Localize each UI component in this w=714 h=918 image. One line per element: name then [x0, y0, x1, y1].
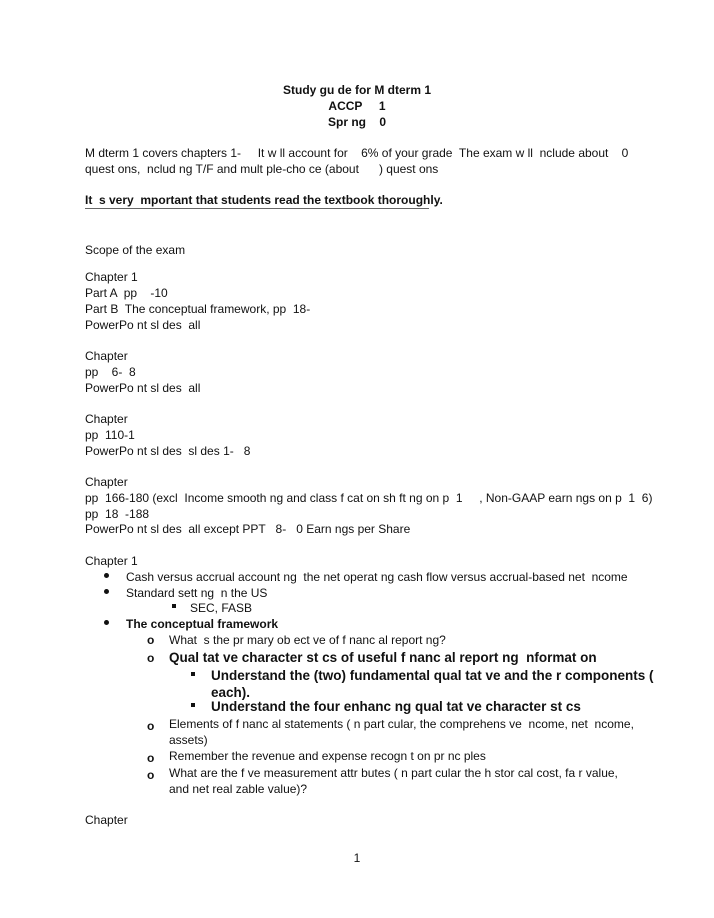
list-item: Understand the four enhanc ng qual tat ve character st cs	[211, 699, 581, 714]
scope-line: Chapter	[85, 475, 128, 489]
list-item: Understand the (two) fundamental qual tat ve and the r components (	[211, 668, 654, 683]
scope-line: Part A pp -10	[85, 286, 168, 300]
scope-line: pp 110-1	[85, 428, 135, 442]
page-number: 1	[353, 851, 361, 865]
intro-line-2: quest ons, nclud ng T/F and mult ple-cho ce (about ) quest ons	[85, 162, 439, 176]
emphasis-rule	[85, 208, 429, 209]
list-item: The conceptual framework	[126, 617, 279, 631]
scope-line: pp 6- 8	[85, 365, 136, 379]
circle-bullet-icon: o	[147, 719, 155, 733]
term: Spr ng 0	[327, 115, 386, 129]
bullet-dot-icon	[104, 589, 109, 594]
scope-line: Chapter	[85, 349, 128, 363]
circle-bullet-icon: o	[147, 768, 155, 782]
scope-line: Part B The conceptual framework, pp 18-	[85, 302, 311, 316]
bullet-dot-icon	[104, 620, 109, 625]
scope-line: PowerPo nt sl des sl des 1- 8	[85, 444, 251, 458]
document-title: Study gu de for M dterm 1	[282, 83, 431, 97]
scope-line: PowerPo nt sl des all except PPT 8- 0 Earn ngs per Share	[85, 522, 411, 536]
scope-line: Chapter 1	[85, 270, 138, 284]
bullet-dot-icon	[104, 573, 109, 578]
list-item: What s the pr mary ob ect ve of f nanc al report ng?	[169, 633, 446, 647]
list-item-continuation: assets)	[169, 733, 208, 747]
scope-line: Chapter	[85, 412, 128, 426]
bullet-square-icon	[191, 672, 195, 676]
scope-line: PowerPo nt sl des all	[85, 318, 201, 332]
list-item: Qual tat ve character st cs of useful f nanc al report ng nformat on	[169, 650, 597, 665]
list-item: Remember the revenue and expense recogn t on pr nc ples	[169, 749, 486, 763]
next-chapter-heading: Chapter	[85, 813, 128, 827]
list-item-continuation: and net real zable value)?	[169, 782, 308, 796]
scope-line: pp 166-180 (excl Income smooth ng and class f cat on sh ft ng on p 1 , Non-GAAP earn ngs on p 1 6)	[85, 491, 653, 505]
list-item: Cash versus accrual account ng the net operat ng cash flow versus accrual-based net ncome	[126, 570, 628, 584]
bullet-square-icon	[191, 703, 195, 707]
circle-bullet-icon: o	[147, 651, 155, 665]
list-item-continuation: each).	[211, 685, 251, 700]
emphasis-note: It s very mportant that students read the textbook thoroughly.	[85, 193, 443, 207]
intro-line-1: M dterm 1 covers chapters 1- It w ll account for 6% of your grade The exam w ll nclude about 0	[85, 146, 629, 160]
list-item: SEC, FASB	[190, 601, 253, 615]
list-item: Elements of f nanc al statements ( n part cular, the comprehens ve ncome, net ncome,	[169, 717, 634, 731]
circle-bullet-icon: o	[147, 633, 155, 647]
list-item: What are the f ve measurement attr butes ( n part cular the h stor cal cost, fa r value,	[169, 766, 618, 780]
bullet-square-icon	[172, 604, 176, 608]
scope-line: pp 18 -188	[85, 507, 150, 521]
course-code: ACCP 1	[328, 99, 386, 113]
list-item: Standard sett ng n the US	[126, 586, 268, 600]
circle-bullet-icon: o	[147, 751, 155, 765]
chapter1-heading: Chapter 1	[85, 554, 138, 568]
scope-heading: Scope of the exam	[85, 243, 186, 257]
scope-line: PowerPo nt sl des all	[85, 381, 201, 395]
